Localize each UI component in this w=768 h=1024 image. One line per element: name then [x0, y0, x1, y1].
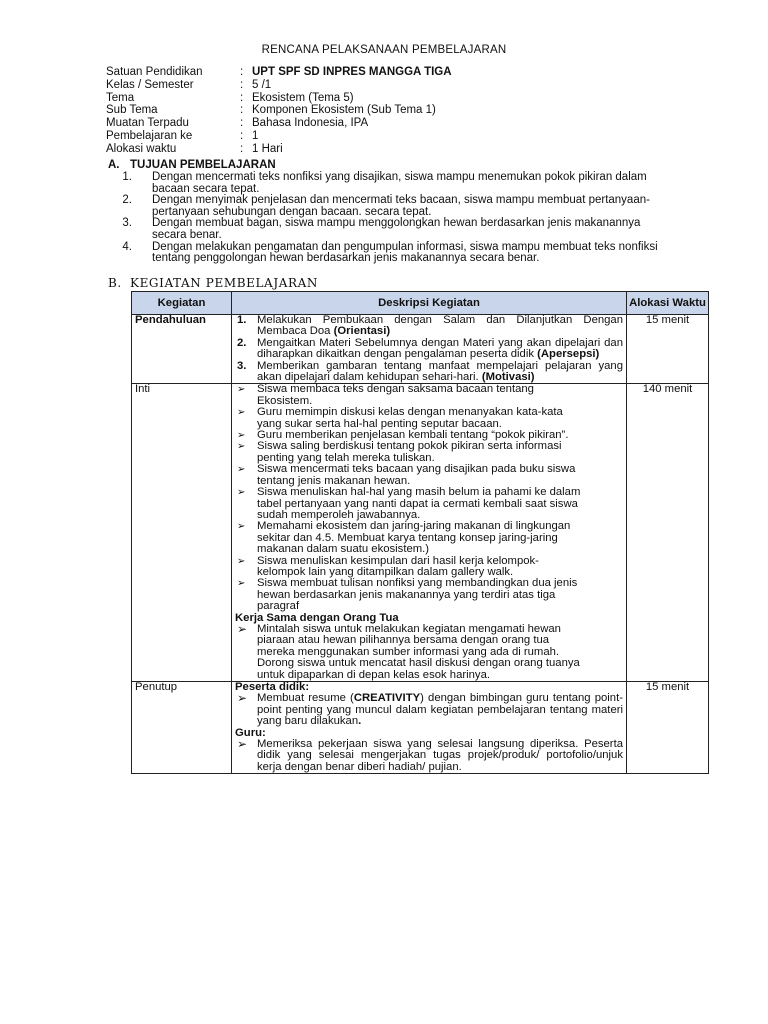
item-line: Dengan membuat bagan, siswa mampu menggolongkan hewan berdasarkan jenis makanannya: [152, 217, 641, 230]
item-line: secara benar.: [152, 228, 222, 241]
item-text: [257, 315, 623, 338]
arrow-bullet-icon: ➢: [237, 407, 246, 419]
item-number: 1.: [237, 314, 247, 326]
tujuan-list: [108, 172, 718, 265]
list-item: [235, 407, 623, 430]
item-body: ) dengan bimbingan guru tentang point-point penting yang muncul dalam kegiatan pembelajaran tentang materi yang baru dilakukan: [257, 692, 623, 728]
identity-row: [106, 79, 452, 92]
item-line: Guru memimpin diskusi kelas dengan menanyakan kata-kata: [257, 406, 563, 419]
identity-value: 1: [252, 129, 259, 142]
item-text: [257, 624, 623, 681]
item-line: kelompok lain yang ditampilkan dalam gallery walk.: [257, 565, 514, 578]
identity-colon: :: [240, 117, 244, 130]
identity-row: [106, 104, 452, 117]
item-text: [257, 464, 623, 487]
item-text: [257, 521, 623, 555]
item-text: [257, 384, 623, 407]
item-number: 2.: [122, 194, 132, 207]
item-tag: (Orientasi): [333, 325, 391, 338]
list-item: [235, 315, 623, 338]
document-title: RENCANA PELAKSANAAN PEMBELAJARAN: [261, 44, 507, 56]
table-row-pendahuluan: [132, 315, 709, 384]
phase-time: 15 menit: [627, 682, 709, 774]
arrow-bullet-icon: ➢: [237, 384, 246, 396]
identity-key: Pembelajaran ke: [106, 129, 193, 142]
item-line: yang sukar serta hal-hal penting seputar bacaan.: [257, 417, 502, 430]
list-item: [235, 556, 623, 579]
item-text: [257, 487, 623, 521]
identity-value: 5 /1: [252, 78, 272, 91]
identity-key: Tema: [106, 91, 135, 104]
item-text: [257, 407, 623, 430]
list-item: [108, 218, 718, 241]
arrow-bullet-icon: ➢: [237, 621, 248, 636]
guru-heading: Guru:: [235, 726, 266, 739]
list-item: [235, 621, 623, 681]
item-text: Memeriksa pekerjaan siswa yang selesai langsung diperiksa. Peserta didik yang selesai mengerjakan tugas projek/produk/ portofolio/unjuk kerja dengan benar diberi hadiah/ pujian.: [257, 738, 623, 773]
item-tag: CREATIVITY: [353, 692, 421, 705]
arrow-bullet-icon: ➢: [237, 430, 246, 442]
item-line: Dorong siswa untuk mencatat hasil diskusi dengan orang tuanya: [257, 657, 580, 670]
item-text: [152, 195, 718, 218]
item-tag: (Apersepsi): [537, 348, 600, 361]
item-line: pertanyaan sehubungan dengan bacaan. secara tepat.: [152, 205, 432, 218]
list-item: [235, 361, 623, 384]
section-heading: [108, 158, 718, 172]
item-line: Siswa saling berdiskusi tentang pokok pikiran serta informasi: [257, 440, 562, 453]
identity-value: UPT SPF SD INPRES MANGGA TIGA: [252, 66, 452, 78]
list-item: [108, 242, 718, 265]
section-letter: B.: [108, 276, 122, 290]
item-line: sekitar dan 4.5. Membuat karya tentang konsep jaring-jaring: [257, 531, 558, 544]
arrow-bullet-icon: ➢: [237, 578, 246, 590]
section-title: TUJUAN PEMBELAJARAN: [130, 159, 276, 171]
table-header-row: [132, 292, 709, 315]
item-number: 2.: [237, 336, 247, 349]
item-body: Melakukan Pembukaan dengan Salam dan Dilanjutkan Dengan Membaca Doa: [257, 314, 623, 338]
item-line: sudah memperoleh jawabannya.: [257, 508, 421, 521]
item-line: Dengan menyimak penjelasan dan mencermati teks bacaan, siswa mampu membuat pertanyaan-: [152, 194, 650, 207]
list-item: [108, 195, 718, 218]
item-body: Memberikan gambaran tentang manfaat mempelajari pelajaran yang akan dipelajari dalam kehidupan sehari-hari.: [257, 359, 623, 384]
item-text: [257, 693, 623, 727]
item-line: Siswa mencermati teks bacaan yang disajikan pada buku siswa: [257, 463, 576, 476]
item-text: [257, 556, 623, 579]
arrow-bullet-icon: ➢: [237, 521, 246, 533]
phase-name: Inti: [132, 384, 232, 682]
item-line: Mintalah siswa untuk melakukan kegiatan mengamati hewan: [257, 622, 561, 635]
identity-key: Satuan Pendidikan: [106, 66, 203, 78]
item-line: mereka menggunakan sumber informasi yang ada di rumah.: [257, 645, 560, 658]
list-item: [235, 693, 623, 727]
identity-row: [106, 92, 452, 105]
list-item: [235, 487, 623, 521]
arrow-bullet-icon: ➢: [237, 691, 248, 706]
item-line: Dengan melakukan pengamatan dan pengumpulan informasi, siswa mampu membuat teks nonfiksi: [152, 240, 658, 253]
item-text: [152, 218, 718, 241]
item-line: Siswa membaca teks dengan saksama bacaan tentang: [257, 383, 534, 396]
item-line: Guru memberikan penjelasan kembali tentang “pokok pikiran”.: [257, 429, 569, 442]
item-text: [152, 172, 718, 195]
item-line: piaraan atau hewan pilihannya bersama dengan orang tua: [257, 634, 550, 647]
identity-row: [106, 117, 452, 130]
phase-time: 140 menit: [627, 384, 709, 682]
phase-description: [232, 384, 627, 682]
header-deskripsi: Deskripsi Kegiatan: [232, 292, 627, 315]
item-line: untuk dipaparkan di depan kelas esok harinya.: [257, 668, 490, 681]
phase-time: 15 menit: [627, 315, 709, 384]
table-row-inti: [132, 384, 709, 682]
identity-colon: :: [240, 142, 244, 155]
identity-colon: :: [240, 104, 244, 117]
identity-colon: :: [240, 66, 244, 78]
item-body: Membuat resume (: [257, 692, 354, 705]
item-line: tabel pertanyaan yang nanti dapat ia cermati kembali saat siswa: [257, 497, 578, 510]
item-number: 3.: [237, 359, 247, 372]
arrow-bullet-icon: ➢: [237, 441, 246, 453]
identity-key: Kelas / Semester: [106, 78, 194, 91]
identity-row: [106, 130, 452, 143]
section-letter: A.: [108, 159, 120, 171]
item-line: tentang penggolongan hewan berdasarkan jenis makanannya secara benar.: [152, 252, 540, 265]
item-tag: (Motivasi): [481, 371, 535, 384]
identity-value: Komponen Ekosistem (Sub Tema 1): [252, 104, 436, 117]
peserta-heading: Peserta didik:: [235, 681, 310, 693]
item-number: 1.: [122, 171, 132, 183]
item-line: paragraf: [257, 600, 300, 613]
item-text: [257, 338, 623, 361]
item-body: Mengaitkan Materi Sebelumnya dengan Materi yang akan dipelajari dan diharapkan dikaitkan dengan pengalaman peserta didik: [257, 336, 623, 361]
item-number: 4.: [122, 240, 132, 253]
list-item: [235, 464, 623, 487]
item-line: penting yang telah mereka tuliskan.: [257, 451, 435, 464]
list-item: [235, 578, 623, 612]
arrow-bullet-icon: ➢: [237, 555, 246, 567]
identity-value: 1 Hari: [252, 142, 283, 155]
list-item: [235, 338, 623, 361]
item-text: [152, 242, 718, 265]
section-title: KEGIATAN PEMBELAJARAN: [130, 276, 319, 290]
item-line: tentang jenis makanan hewan.: [257, 474, 411, 487]
phase-name: Penutup: [132, 682, 232, 774]
identity-colon: :: [240, 91, 244, 104]
phase-description: [232, 315, 627, 384]
item-number: 3.: [122, 217, 132, 230]
identity-row: [106, 143, 452, 156]
arrow-bullet-icon: ➢: [237, 464, 246, 476]
phase-name: Pendahuluan: [132, 315, 232, 384]
item-line: hewan berdasarkan jenis makanannya yang terdiri atas tiga: [257, 588, 556, 601]
list-item: [108, 172, 718, 195]
list-item: [235, 521, 623, 555]
identity-colon: :: [240, 129, 244, 142]
identity-value: Bahasa Indonesia, IPA: [252, 117, 369, 130]
identity-value: Ekosistem (Tema 5): [252, 91, 354, 104]
item-end: .: [358, 715, 362, 728]
table-row-penutup: [132, 682, 709, 774]
identity-key: Alokasi waktu: [106, 142, 177, 155]
kerja-sama-heading: Kerja Sama dengan Orang Tua: [235, 611, 399, 624]
item-line: Siswa membuat tulisan nonfiksi yang membandingkan dua jenis: [257, 577, 578, 590]
arrow-bullet-icon: ➢: [237, 487, 246, 499]
identity-row: [106, 66, 452, 79]
item-line: Siswa menuliskan hal-hal yang masih belum ia pahami ke dalam: [257, 486, 581, 499]
item-text: [257, 361, 623, 384]
list-item: [235, 441, 623, 464]
item-line: Ekosistem.: [257, 394, 313, 407]
section-tujuan: [108, 158, 718, 265]
item-line: makanan dalam suatu ekosistem.): [257, 543, 430, 556]
item-text: [257, 441, 623, 464]
identity-colon: :: [240, 78, 244, 91]
identity-block: [106, 66, 452, 156]
item-line: Siswa menuliskan kesimpulan dari hasil kerja kelompok-: [257, 554, 539, 567]
header-alokasi: Alokasi Waktu: [627, 292, 709, 315]
kegiatan-table: [131, 291, 709, 774]
item-line: Memahami ekosistem dan jaring-jaring makanan di lingkungan: [257, 520, 571, 533]
header-kegiatan: Kegiatan: [132, 292, 232, 315]
arrow-bullet-icon: ➢: [237, 737, 248, 752]
item-line: bacaan secara tepat.: [152, 182, 260, 195]
list-item: [235, 384, 623, 407]
list-item: [235, 739, 623, 773]
item-text: [257, 578, 623, 612]
item-line: Dengan mencermati teks nonfiksi yang disajikan, siswa mampu menemukan pokok pikiran dalam: [152, 171, 647, 183]
identity-key: Sub Tema: [106, 104, 158, 117]
section-kegiatan-heading: [108, 276, 318, 290]
identity-key: Muatan Terpadu: [106, 117, 189, 130]
phase-description: [232, 682, 627, 774]
